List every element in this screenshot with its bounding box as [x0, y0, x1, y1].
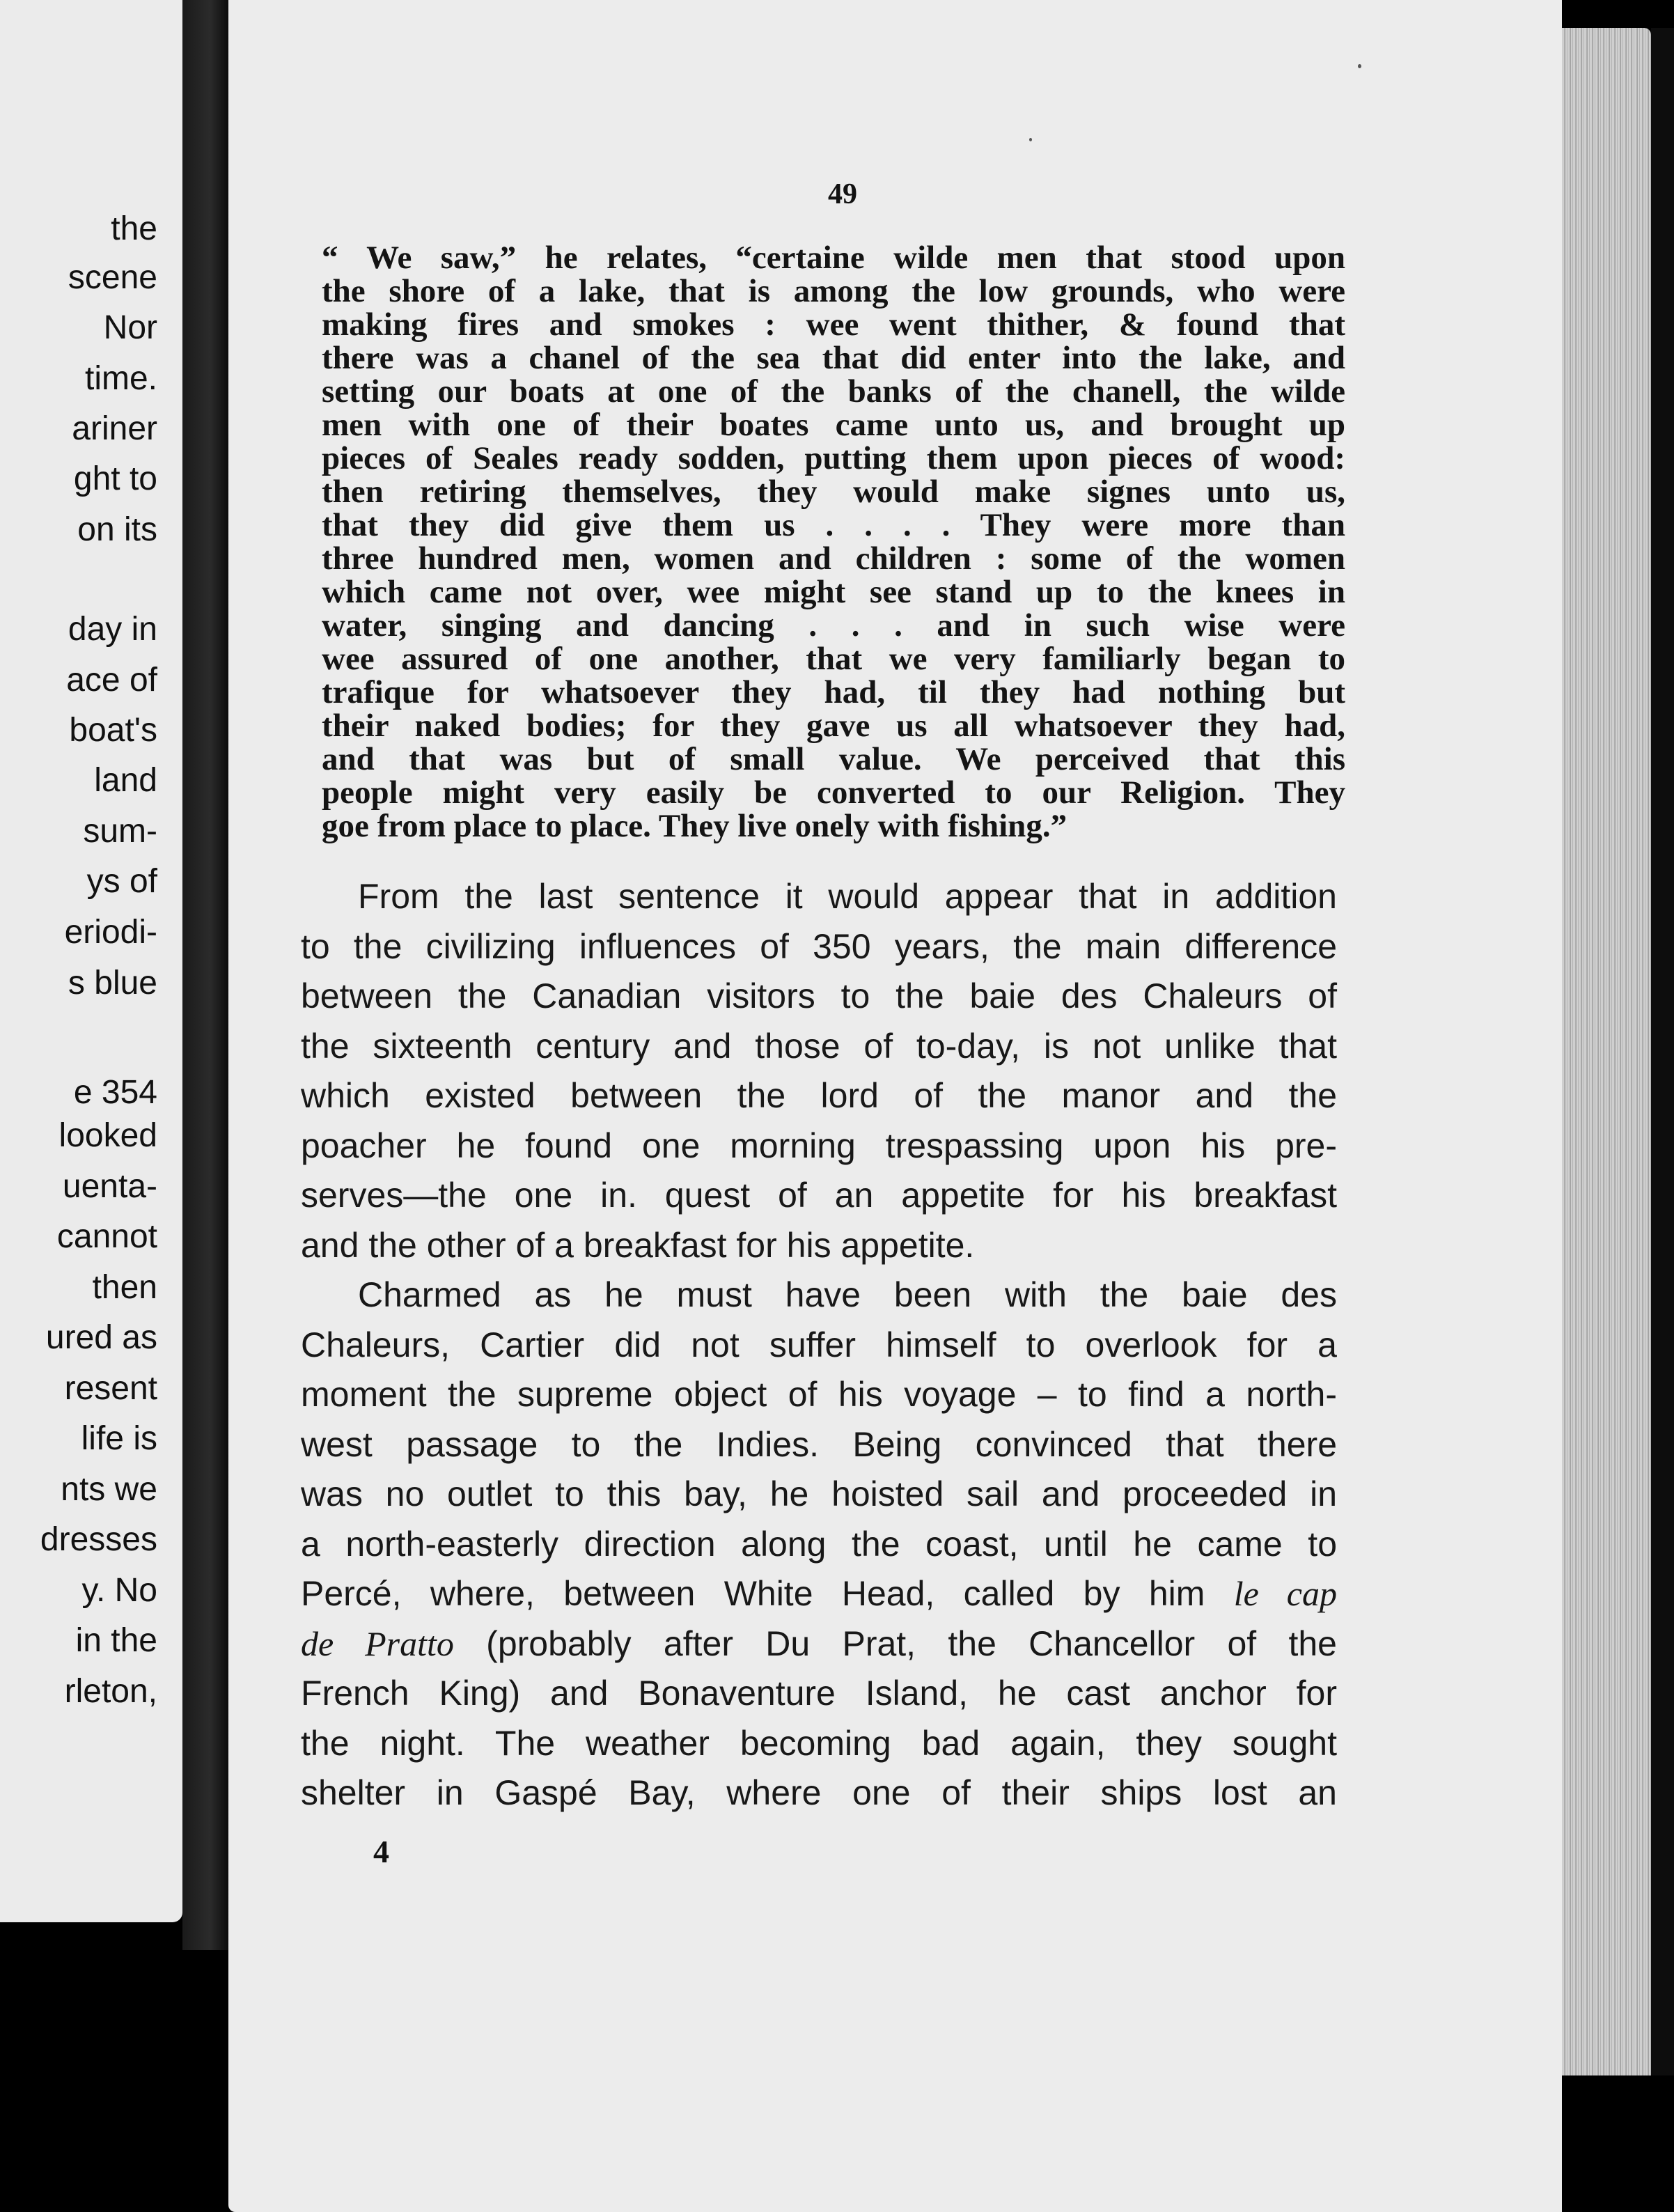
body-line: a north-easterly direction along the coast, until he came to — [301, 1524, 1337, 1564]
left-line: then — [92, 1269, 157, 1306]
body-line — [301, 1569, 1337, 1619]
book-gutter — [182, 0, 228, 1950]
quote-line: goe from place to place. They live onely with fishing.” — [322, 808, 1067, 844]
left-line: ariner — [72, 410, 157, 447]
body-line: Chaleurs, Cartier did not suffer himself to overlook for a — [301, 1325, 1337, 1364]
left-line: day in — [68, 611, 157, 648]
quote-line: which came not over, wee might see stand up to the knees in — [322, 574, 1345, 610]
page-number: 49 — [828, 178, 857, 210]
left-line: rleton, — [64, 1673, 157, 1710]
page-edges — [1562, 28, 1651, 2075]
body-line: From the last sentence it would appear that in addition — [358, 877, 1337, 916]
italic-text: de Pratto — [301, 1623, 454, 1663]
left-line: s blue — [68, 965, 157, 1002]
body-line: was no outlet to this bay, he hoisted sail and proceeded in — [301, 1474, 1337, 1513]
left-line: life is — [81, 1420, 157, 1457]
left-facing-page — [0, 0, 182, 1922]
body-line: which existed between the lord of the manor and the — [301, 1076, 1337, 1115]
body-line: and the other of a breakfast for his appetite. — [301, 1225, 975, 1265]
quote-line: the shore of a lake, that is among the low grounds, who were — [322, 273, 1345, 309]
body-line: shelter in Gaspé Bay, where one of their ships lost an — [301, 1773, 1337, 1812]
left-line: uenta- — [62, 1168, 157, 1205]
quoted-passage — [322, 241, 1345, 843]
quote-line: men with one of their boates came unto us, and brought up — [322, 407, 1345, 443]
body-line: to the civilizing influences of 350 years, the main difference — [301, 926, 1337, 966]
left-line: ys of — [86, 863, 157, 900]
quote-line: three hundred men, women and children : some of the women — [322, 540, 1345, 577]
left-line: land — [94, 762, 157, 799]
left-line: nts we — [61, 1471, 157, 1508]
body-text — [301, 872, 1337, 1818]
quote-line: and that was but of small value. We perceived that this — [322, 741, 1345, 777]
left-line: boat's — [69, 712, 157, 749]
body-line: French King) and Bonaventure Island, he cast anchor for — [301, 1674, 1337, 1713]
body-text-segment: Percé, where, between White Head, called by him — [301, 1574, 1234, 1613]
left-line: ured as — [45, 1319, 157, 1356]
left-line: sum- — [83, 813, 157, 850]
quote-line: then retiring themselves, they would make signes unto us, — [322, 474, 1345, 510]
italic-text: le cap — [1233, 1574, 1337, 1613]
body-line: the sixteenth century and those of to-day, is not unlike that — [301, 1026, 1337, 1066]
quote-line: making fires and smokes : wee went thither, & found that — [322, 306, 1345, 343]
left-line: looked — [58, 1117, 157, 1154]
left-line: eriodi- — [64, 914, 157, 951]
left-line: ght to — [73, 460, 157, 497]
left-line: on its — [77, 511, 157, 548]
left-line: dresses — [40, 1521, 157, 1558]
quote-line: their naked bodies; for they gave us all whatsoever they had, — [322, 708, 1345, 744]
left-line: scene — [68, 259, 157, 296]
body-line: west passage to the Indies. Being convinced that there — [301, 1424, 1337, 1464]
dust-speck — [1358, 64, 1361, 68]
quote-line: pieces of Seales ready sodden, putting them upon pieces of wood: — [322, 440, 1345, 476]
quote-line: that they did give them us . . . . They were more than — [322, 507, 1345, 543]
quote-line: wee assured of one another, that we very familiarly began to — [322, 641, 1345, 677]
quote-line: trafique for whatsoever they had, til they had nothing but — [322, 674, 1345, 710]
quote-line: setting our boats at one of the banks of the chanell, the wilde — [322, 373, 1345, 410]
body-line: Charmed as he must have been with the baie des — [358, 1275, 1337, 1314]
left-line: e 354 — [73, 1074, 157, 1111]
body-line: serves—the one in. quest of an appetite for his breakfast — [301, 1176, 1337, 1215]
body-line: poacher he found one morning trespassing upon his pre- — [301, 1126, 1337, 1165]
quote-line: “ We saw,” he relates, “certaine wilde men that stood upon — [322, 240, 1345, 276]
body-line — [301, 1619, 1337, 1669]
left-line: y. No — [81, 1572, 157, 1609]
left-line: ace of — [66, 662, 157, 699]
body-line: between the Canadian visitors to the baie des Chaleurs of — [301, 976, 1337, 1015]
left-line: cannot — [56, 1218, 157, 1255]
left-line: in the — [75, 1622, 157, 1659]
quote-line: people might very easily be converted to our Religion. They — [322, 774, 1345, 811]
body-text-segment: (probably after Du Prat, the Chancellor of the — [453, 1623, 1337, 1663]
left-line: Nor — [103, 309, 157, 346]
left-line: time. — [84, 360, 157, 397]
page-edges-shadow — [1651, 28, 1674, 2075]
left-line: the — [111, 210, 157, 247]
quote-line: there was a chanel of the sea that did enter into the lake, and — [322, 340, 1345, 376]
quote-line: water, singing and dancing . . . and in such wise were — [322, 607, 1345, 644]
body-line: moment the supreme object of his voyage – to find a north- — [301, 1375, 1337, 1414]
body-line: the night. The weather becoming bad again, they sought — [301, 1723, 1337, 1763]
left-line: resent — [64, 1370, 157, 1407]
dust-speck — [1029, 138, 1032, 141]
signature-mark: 4 — [373, 1834, 389, 1869]
